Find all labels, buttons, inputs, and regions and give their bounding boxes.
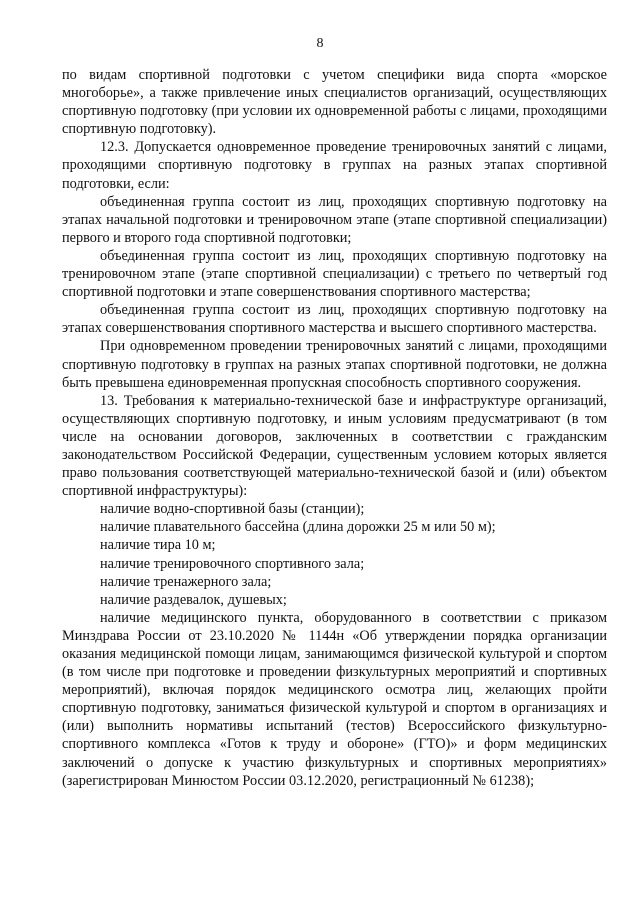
paragraph: При одновременном проведении тренировочных занятий с лицами, проходящими спортивную подготовку в группах на разных этапах спортивной подготовки, не должна быть превышена единовременная пропускная способность спортивного сооружения.: [62, 338, 607, 391]
list-item: наличие медицинского пункта, оборудованного в соответствии с приказом Минздрава России от 23.10.2020 № 1144н «Об утверждении порядка организации оказания медицинской помощи лицам, занимающимся физической культурой и спортом (в том числе при подготовке и проведении физкультурных мероприятий и спортивных мероприятий), включая порядок медицинского осмотра лиц, желающих пройти спортивную подготовку, заниматься физической культурой и спортом в организациях и (или) выполнить нормативы испытаний (тестов) Всероссийского физкультурно-спортивного комплекса «Готов к труду и обороне» (ГТО)» и форм медицинских заключений о допуске к участию физкультурных и спортивных мероприятиях» (зарегистрирован Минюстом России 03.12.2020, регистрационный № 61238);: [62, 609, 607, 789]
list-item: наличие раздевалок, душевых;: [100, 591, 287, 608]
list-item: наличие тира 10 м;: [100, 537, 216, 554]
paragraph: 13. Требования к материально-технической базе и инфраструктуре организаций, осуществляющих спортивную подготовку, и иным условиям предусматривают (в том числе на основании договоров, заключенных в соответствии с гражданским законодательством Российской Федерации, существенным условием которых является право пользования соответствующей материально-технической базой и (или) объектом спортивной инфраструктуры):: [62, 392, 607, 500]
list-item: наличие водно-спортивной базы (станции);: [100, 501, 365, 518]
document-body: [62, 66, 607, 790]
list-item: объединенная группа состоит из лиц, проходящих спортивную подготовку на этапах совершенствования спортивного мастерства и высшего спортивного мастерства.: [62, 302, 607, 337]
list-item: объединенная группа состоит из лиц, проходящих спортивную подготовку на этапах начальной подготовки и тренировочном этапе (этапе спортивной специализации) первого и второго года спортивной подготовки;: [62, 193, 607, 246]
paragraph: по видам спортивной подготовки с учетом специфики вида спорта «морское многоборье», а также привлечение иных специалистов организаций, осуществляющих спортивную подготовку (при условии их одновременной работы с лицами, проходящими спортивную подготовку).: [62, 67, 607, 138]
list-item: наличие тренажерного зала;: [100, 573, 272, 590]
list-item: наличие плавательного бассейна (длина дорожки 25 м или 50 м);: [100, 519, 496, 536]
page-number: 8: [316, 36, 324, 51]
list-item: наличие тренировочного спортивного зала;: [100, 555, 365, 572]
list-item: объединенная группа состоит из лиц, проходящих спортивную подготовку на тренировочном этапе (этапе спортивной специализации) с третьего по четвертый год спортивной подготовки и этапе совершенствования спортивного мастерства;: [62, 247, 607, 301]
paragraph: 12.3. Допускается одновременное проведение тренировочных занятий с лицами, проходящими спортивную подготовку в группах на разных этапах спортивной подготовки, если:: [62, 139, 607, 192]
